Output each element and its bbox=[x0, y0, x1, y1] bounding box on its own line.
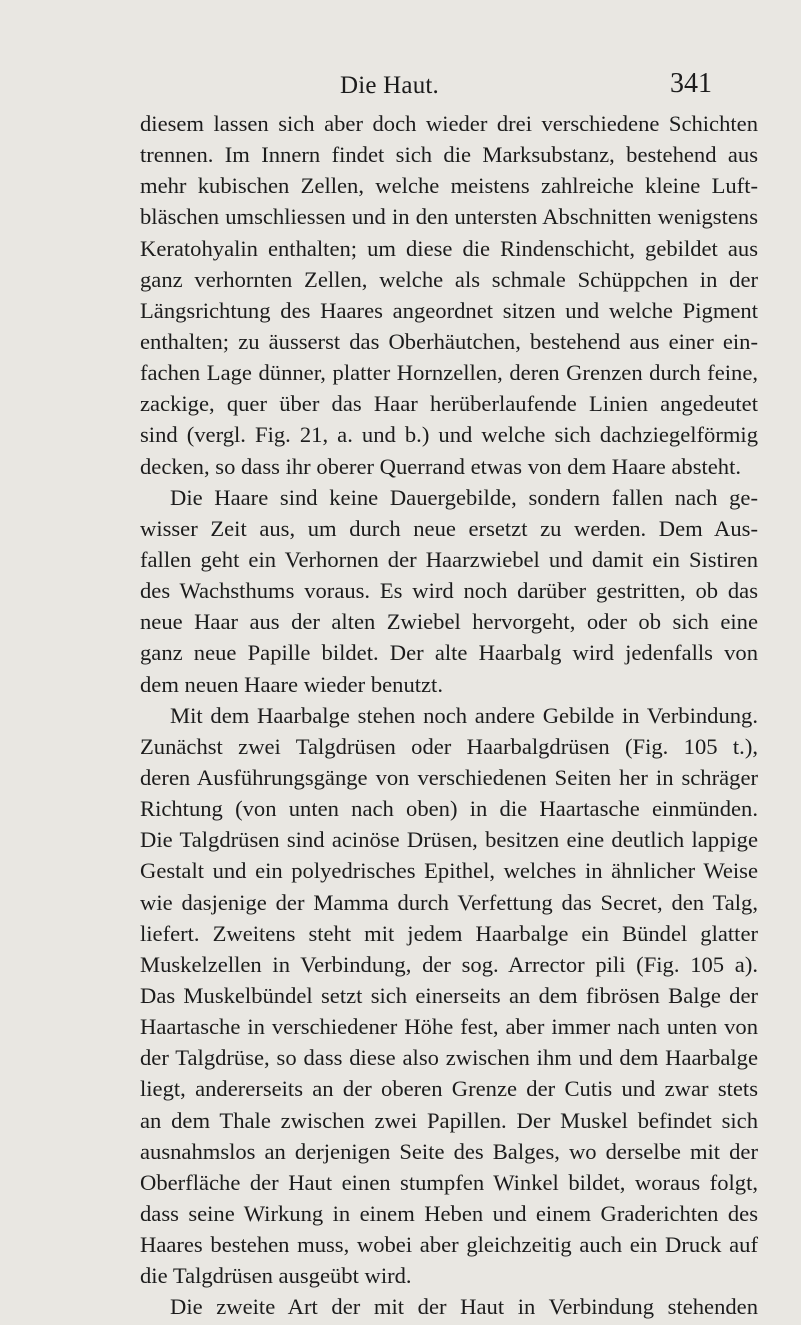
text-line: Die Talgdrüsen sind acinöse Drüsen, besitzen eine deutlich lappige bbox=[140, 827, 758, 853]
text-line: decken, so dass ihr oberer Querrand etwas von dem Haare absteht. bbox=[140, 453, 742, 479]
text-line: sind (vergl. Fig. 21, a. und b.) und welche sich dachziegelförmig bbox=[140, 422, 758, 448]
text-line: Haares bestehen muss, wobei aber gleichzeitig auch ein Druck auf bbox=[140, 1232, 758, 1258]
text-line: liegt, andererseits an der oberen Grenze der Cutis und zwar stets bbox=[140, 1076, 758, 1102]
text-line: neue Haar aus der alten Zwiebel hervorgeht, oder ob sich eine bbox=[140, 609, 758, 635]
text-line: Das Muskelbündel setzt sich einerseits an dem fibrösen Balge der bbox=[140, 982, 758, 1008]
body-text bbox=[140, 108, 758, 1322]
text-line: Muskelzellen in Verbindung, der sog. Arrector pili (Fig. 105 a). bbox=[140, 951, 758, 977]
text-line: trennen. Im Innern findet sich die Marksubstanz, bestehend aus bbox=[140, 142, 758, 168]
text-line: Oberfläche der Haut einen stumpfen Winkel bildet, woraus folgt, bbox=[140, 1169, 758, 1195]
running-title: Die Haut. bbox=[340, 72, 439, 99]
page-number: 341 bbox=[670, 68, 712, 99]
text-line: deren Ausführungsgänge von verschiedenen Seiten her in schräger bbox=[140, 764, 758, 790]
text-line: Zunächst zwei Talgdrüsen oder Haarbalgdrüsen (Fig. 105 t.), bbox=[140, 733, 758, 759]
text-line: Gestalt und ein polyedrisches Epithel, welches in ähnlicher Weise bbox=[140, 858, 758, 884]
text-line: wie dasjenige der Mamma durch Verfettung das Secret, den Talg, bbox=[140, 889, 758, 915]
text-line: ausnahmslos an derjenigen Seite des Balges, wo derselbe mit der bbox=[140, 1138, 758, 1164]
text-line: Mit dem Haarbalge stehen noch andere Gebilde in Verbindung. bbox=[170, 702, 758, 728]
text-line: der Talgdrüse, so dass diese also zwischen ihm und dem Haarbalge bbox=[140, 1045, 758, 1071]
text-line: Haartasche in verschiedener Höhe fest, aber immer nach unten von bbox=[140, 1014, 758, 1040]
text-line: Die zweite Art der mit der Haut in Verbindung stehenden bbox=[170, 1294, 758, 1320]
text-line: liefert. Zweitens steht mit jedem Haarbalge ein Bündel glatter bbox=[140, 920, 758, 946]
text-line: wisser Zeit aus, um durch neue ersetzt zu werden. Dem Aus- bbox=[140, 515, 758, 541]
text-line: Keratohyalin enthalten; um diese die Rindenschicht, gebildet aus bbox=[140, 235, 758, 261]
text-line: bläschen umschliessen und in den untersten Abschnitten wenigstens bbox=[140, 204, 758, 230]
text-line: des Wachsthums voraus. Es wird noch darüber gestritten, ob das bbox=[140, 578, 758, 604]
text-line: ganz verhornten Zellen, welche als schmale Schüppchen in der bbox=[140, 266, 758, 292]
text-line: die Talgdrüsen ausgeübt wird. bbox=[140, 1263, 412, 1289]
text-line: enthalten; zu äusserst das Oberhäutchen, bestehend aus einer ein- bbox=[140, 328, 758, 354]
text-line: zackige, quer über das Haar herüberlaufende Linien angedeutet bbox=[140, 391, 758, 417]
text-line: ganz neue Papille bildet. Der alte Haarbalg wird jedenfalls von bbox=[140, 640, 758, 666]
text-line: mehr kubischen Zellen, welche meistens zahlreiche kleine Luft- bbox=[140, 173, 758, 199]
text-line: an dem Thale zwischen zwei Papillen. Der Muskel befindet sich bbox=[140, 1107, 758, 1133]
text-line: Richtung (von unten nach oben) in die Haartasche einmünden. bbox=[140, 796, 758, 822]
text-line: fallen geht ein Verhornen der Haarzwiebel und damit ein Sistiren bbox=[140, 546, 758, 572]
text-line: dem neuen Haare wieder benutzt. bbox=[140, 671, 443, 697]
text-line: Die Haare sind keine Dauergebilde, sondern fallen nach ge- bbox=[170, 484, 758, 510]
text-line: Längsrichtung des Haares angeordnet sitzen und welche Pigment bbox=[140, 297, 758, 323]
text-line: fachen Lage dünner, platter Hornzellen, deren Grenzen durch feine, bbox=[140, 360, 758, 386]
text-line: dass seine Wirkung in einem Heben und einem Graderichten des bbox=[140, 1200, 758, 1226]
text-line: diesem lassen sich aber doch wieder drei verschiedene Schichten bbox=[140, 111, 758, 136]
